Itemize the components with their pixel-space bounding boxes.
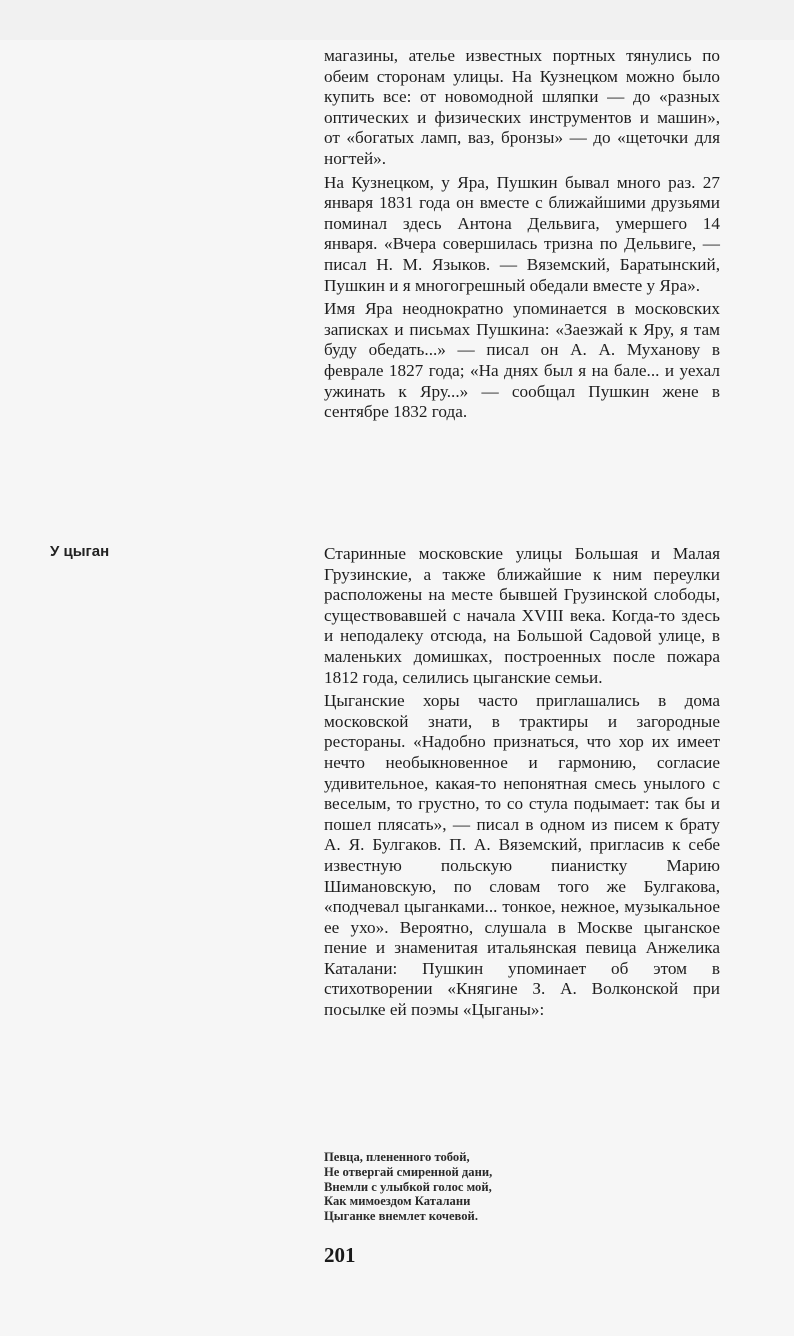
section-gypsies — [324, 544, 720, 1024]
poem-line: Внемли с улыбкой голос мой, — [324, 1179, 492, 1194]
paragraph: Имя Яра неоднократно упоминается в московских записках и письмах Пушкина: «Заезжай к Яру, я там буду обедать...» — писал он А. А. Муханову в феврале 1827 года; «На днях был я на бале... и уехал ужинать к Яру...» — сообщал Пушкин жене в сентябре 1832 года. — [324, 299, 720, 422]
paragraph: На Кузнецком, у Яра, Пушкин бывал много раз. 27 января 1831 года он вместе с ближайшими друзьями поминал здесь Антона Дельвига, умершего 14 января. «Вчера совершилась тризна по Дельвиге, — писал Н. М. Языков. — Вяземский, Баратынский, Пушкин и я многогрешный обедали вместе у Яра». — [324, 172, 720, 295]
section-kuznetsky — [324, 46, 720, 426]
paragraph: Старинные московские улицы Большая и Малая Грузинские, а также ближайшие к ним переулки расположены на месте бывшей Грузинской слободы, существовавшей с начала XVIII века. Когда-то здесь и неподалеку отсюда, на Большой Садовой улице, в маленьких домишках, построенных после пожара 1812 года, селились цыганские семьи. — [324, 544, 720, 687]
page-top-margin — [0, 0, 794, 40]
paragraph: Цыганские хоры часто приглашались в дома московской знати, в трактиры и загородные рестораны. «Надобно признаться, что хор их имеет нечто необыкновенное и гармонию, согласие удивительное, какая-то непонятная смесь унылого с веселым, то грустно, то со стула подымает: так бы и пошел плясать», — писал в одном из писем к брату А. Я. Булгаков. П. А. Вяземский, пригласив к себе известную польскую пианистку Марию Шимановскую, по словам того же Булгакова, «подчевал цыганками... тонкое, нежное, музыкальное ее ухо». Вероятно, слушала в Москве цыганское пение и знаменитая итальянская певица Анжелика Каталани: Пушкин упоминает об этом в стихотворении «Княгине З. А. Волконской при посылке ей поэмы «Цыганы»: — [324, 691, 720, 1020]
poem-line: Как мимоездом Каталани — [324, 1194, 471, 1209]
poem-line: Не отвергай смиренной дани, — [324, 1164, 493, 1179]
poem-line: Цыганке внемлет кочевой. — [324, 1209, 478, 1224]
poem-quote — [324, 1150, 492, 1224]
section-heading: У цыган — [50, 543, 110, 560]
paragraph: магазины, ателье известных портных тянулись по обеим сторонам улицы. На Кузнецком можно было купить все: от новомодной шляпки — до «разных оптических и физических инструментов и машин», от «богатых ламп, ваз, бронзы» — до «щеточки для ногтей». — [324, 46, 720, 168]
page-number: 201 — [324, 1243, 356, 1267]
poem-line: Певца, плененного тобой, — [324, 1150, 470, 1164]
